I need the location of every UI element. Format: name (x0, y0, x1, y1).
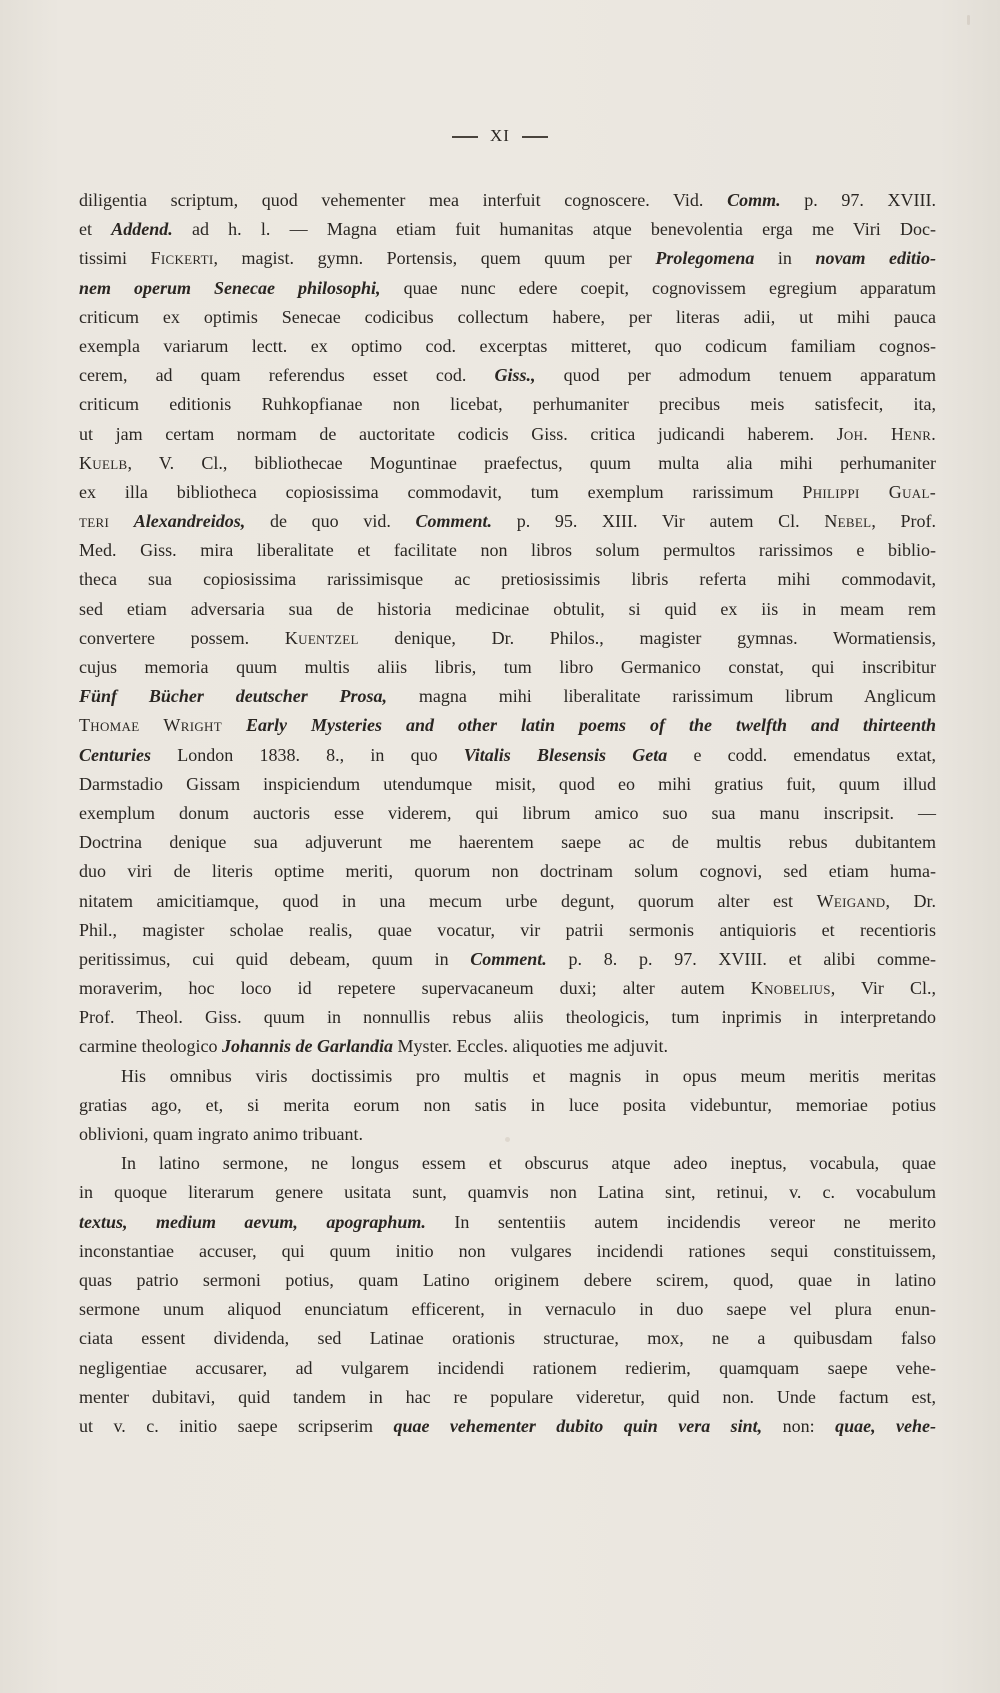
header-dash-right (522, 136, 548, 137)
text-segment: in (754, 248, 816, 269)
text-segment: p. 8. p. 97. XVIII. et alibi comme- (546, 948, 937, 969)
text-segment: duo viri de literis optime meriti, quorum non doctrinam solum cognovi, sed etiam huma- (79, 861, 936, 882)
text-line (79, 478, 936, 507)
text-segment: Med. Giss. mira liberalitate et facilitate non libros solum permultos rarissimos e biblio- (79, 540, 936, 561)
text-segment: et (79, 219, 112, 240)
text-segment: negligentiae accusarer, ad vulgarem incidendi rationem redierim, quamquam saepe vehe- (79, 1357, 936, 1378)
text-segment: moraverim, hoc loco id repetere supervacaneum duxi; alter autem (79, 978, 751, 999)
text-segment: , V. Cl., bibliothecae Moguntinae praefectus, quum multa alia mihi perhumaniter (127, 452, 936, 473)
text-segment: Fünf Bücher deutscher Prosa, (79, 686, 388, 707)
text-segment: ut jam certam normam de auctoritate codicis Giss. critica judicandi haberem. (79, 423, 837, 444)
text-segment: criticum ex optimis Senecae codicibus collectum habere, per literas adii, ut mihi pauca (79, 306, 936, 327)
text-segment: in quoque literarum genere usitata sunt, quamvis non Latina sint, retinui, v. c. vocabulum (79, 1182, 936, 1203)
text-segment: In sententiis autem incidendis vereor ne merito (425, 1211, 936, 1232)
text-segment: , Dr. (885, 890, 937, 911)
text-segment: ad h. l. — Magna etiam fuit humanitas atque benevolentia erga me Viri Doc- (172, 219, 936, 240)
header-dash-left (452, 136, 478, 137)
text-segment: exempla variarum lectt. ex optimo cod. excerptas mitteret, quo codicum familiam cognos- (79, 335, 936, 356)
text-segment: p. 95. XIII. Vir autem Cl. (492, 511, 825, 532)
text-segment: denique, Dr. Philos., magister gymnas. Wormatiensis, (358, 627, 937, 648)
text-segment: peritissimus, cui quid debeam, quum in (79, 948, 471, 969)
text-segment: ut v. c. initio saepe scripserim (79, 1415, 394, 1436)
text-segment (222, 715, 246, 735)
text-segment: Myster. Eccles. aliquoties me adjuvit. (393, 1036, 668, 1057)
text-line (79, 507, 936, 536)
text-segment: nitatem amicitiamque, quod in una mecum urbe degunt, quorum alter est (79, 890, 817, 911)
text-line (79, 1003, 936, 1032)
text-segment: menter dubitavi, quid tandem in hac re populare videretur, quid non. Unde factum est, (79, 1386, 936, 1407)
text-line (79, 1354, 936, 1383)
text-segment: Giss., (494, 365, 536, 386)
text-line (79, 565, 936, 594)
text-segment: Kuentzel (284, 627, 359, 648)
text-segment: criticum editionis Ruhkopfianae non licebat, perhumaniter precibus meis satisfecit, ita, (79, 394, 936, 415)
text-line (79, 828, 936, 857)
text-segment: In latino sermone, ne longus essem et obscurus atque adeo ineptus, vocabula, quae (121, 1153, 936, 1174)
text-line (79, 653, 936, 682)
text-segment: nem operum Senecae philosophi, (79, 277, 381, 298)
text-segment: Kuelb (79, 452, 128, 473)
text-line (79, 1120, 936, 1149)
text-segment: magna mihi liberalitate rarissimum librum Anglicum (387, 686, 936, 707)
text-segment: Prolegomena (655, 248, 755, 269)
text-segment: cujus memoria quum multis aliis libris, tum libro Germanico constat, qui inscribitur (79, 657, 936, 677)
text-line (79, 857, 936, 886)
text-line (79, 244, 936, 273)
text-segment: teri (79, 511, 110, 532)
text-segment: theca sua copiosissima rarissimisque ac pretiosissimis libris referta mihi commodavit, (79, 569, 936, 590)
text-segment: Alexandreidos, (133, 511, 246, 532)
text-line (79, 1149, 936, 1178)
text-line (79, 1032, 936, 1061)
text-line (79, 449, 936, 478)
text-line (79, 1383, 936, 1412)
text-line (79, 595, 936, 624)
paper-stain (967, 15, 970, 25)
text-line (79, 770, 936, 799)
text-segment: Centuries (79, 744, 152, 765)
text-segment: Vitalis Blesensis Geta (463, 744, 668, 765)
text-segment: textus, medium aevum, apographum. (79, 1211, 426, 1232)
text-segment: ex illa bibliotheca copiosissima commodavit, tum exemplum rarissimum (79, 481, 803, 502)
text-line (79, 974, 936, 1003)
text-line (79, 1091, 936, 1120)
text-line (79, 303, 936, 332)
text-line (79, 916, 936, 945)
text-line (79, 887, 936, 916)
text-segment: Comment. (415, 511, 493, 532)
text-line (79, 1178, 936, 1207)
page-header (0, 126, 1000, 146)
text-line (79, 1295, 936, 1324)
text-segment: tissimi (79, 248, 151, 269)
text-line (79, 799, 936, 828)
text-segment: e codd. emendatus extat, (667, 744, 937, 765)
text-line (79, 1208, 936, 1237)
text-segment: quae nunc edere coepit, cognovissem egregium apparatum (380, 277, 936, 298)
text-segment: Addend. (111, 219, 173, 240)
text-segment: Prof. Theol. Giss. quum in nonnullis rebus aliis theologicis, tum inprimis in interpretando (79, 1007, 936, 1028)
text-segment: , Vir Cl., (830, 978, 936, 999)
text-segment: sed etiam adversaria sua de historia medicinae obtulit, si quid ex iis in meam rem (79, 598, 936, 619)
text-segment: sermone unum aliquod enunciatum efficerent, in vernaculo in duo saepe vel plura enun- (79, 1299, 936, 1320)
text-segment: ciata essent dividenda, sed Latinae orationis structurae, mox, ne a quibusdam falso (79, 1328, 936, 1349)
text-segment: diligentia scriptum, quod vehementer mea interfuit cognoscere. Vid. (79, 190, 728, 210)
text-segment: London 1838. 8., in quo (151, 744, 464, 765)
text-segment: Weigand (816, 890, 886, 911)
text-line (79, 536, 936, 565)
text-segment: quas patrio sermoni potius, quam Latino originem debere scirem, quod, quae in latino (79, 1269, 936, 1290)
text-segment: Johannis de Garlandia (221, 1036, 393, 1057)
text-segment: Philippi Gual- (802, 481, 936, 502)
text-segment: Fickerti (150, 248, 214, 269)
text-line (79, 945, 936, 974)
body-text (79, 186, 936, 1441)
text-line (79, 1412, 936, 1441)
text-line (79, 682, 936, 711)
text-segment: oblivioni, quam ingrato animo tribuant. (79, 1124, 363, 1144)
text-line (79, 274, 936, 303)
text-segment: quae vehementer dubito quin vera sint, (393, 1415, 763, 1436)
text-segment: quae, vehe- (835, 1415, 936, 1436)
text-segment: cerem, ad quam referendus esset cod. (79, 365, 495, 386)
text-line (79, 1237, 936, 1266)
text-segment: Nebel (824, 511, 872, 532)
text-line (79, 361, 936, 390)
text-segment: Early Mysteries and other latin poems of the twelfth and thirteenth (245, 715, 936, 736)
text-segment: non: (762, 1415, 836, 1436)
text-segment: p. 97. XVIII. (780, 190, 936, 210)
text-segment: Doctrina denique sua adjuverunt me haerentem saepe ac de multis rebus dubitantem (79, 832, 936, 853)
page-number: XI (490, 126, 510, 145)
text-segment: Comment. (470, 948, 547, 969)
text-segment: , Prof. (871, 511, 937, 532)
text-line (79, 186, 936, 215)
text-segment: inconstantiae accuser, qui quum initio non vulgares incidendi rationes sequi constituissem, (79, 1240, 936, 1261)
text-segment (109, 511, 134, 531)
text-line (79, 1266, 936, 1295)
text-segment: Darmstadio Gissam inspiciendum utendumque misit, quod eo mihi gratius fuit, quum illud (79, 773, 936, 794)
text-line (79, 332, 936, 361)
text-line (79, 390, 936, 419)
text-line (79, 420, 936, 449)
text-segment: exemplum donum auctoris esse viderem, qui librum amico suo sua manu inscripsit. — (79, 802, 936, 823)
text-segment: , magist. gymn. Portensis, quem quum per (213, 248, 656, 269)
text-segment: Joh. Henr. (836, 423, 936, 444)
text-segment: Knobelius (750, 978, 831, 999)
text-line (79, 215, 936, 244)
text-line (79, 1324, 936, 1353)
text-segment: gratias ago, et, si merita eorum non satis in luce posita videbuntur, memoriae potius (79, 1094, 936, 1115)
text-line (79, 741, 936, 770)
text-segment: de quo vid. (245, 511, 416, 532)
text-segment: convertere possem. (79, 627, 285, 648)
text-line (79, 711, 936, 740)
text-segment: Thomae Wright (79, 715, 222, 736)
text-segment: Phil., magister scholae realis, quae vocatur, vir patrii sermonis antiquioris et recentioris (79, 919, 936, 940)
text-segment: quod per admodum tenuem apparatum (535, 365, 936, 386)
text-segment: carmine theologico (79, 1036, 222, 1057)
text-line (79, 624, 936, 653)
text-segment: Comm. (727, 190, 781, 210)
text-segment: His omnibus viris doctissimis pro multis et magnis in opus meum meritis meritas (121, 1065, 936, 1086)
text-line (79, 1062, 936, 1091)
text-segment: novam editio- (815, 248, 936, 269)
